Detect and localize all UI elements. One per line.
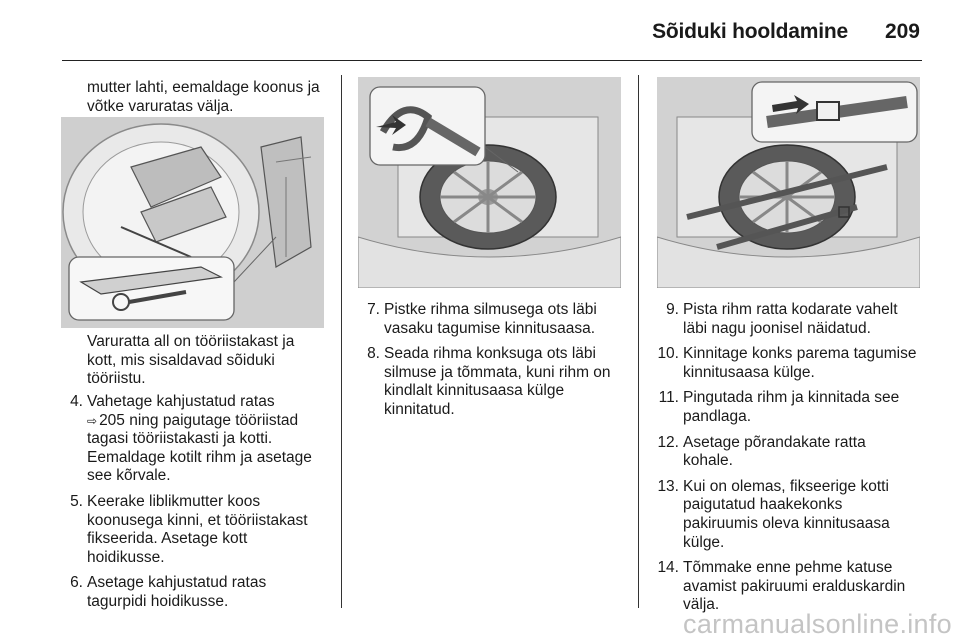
step-14: [653, 559, 943, 615]
step-line: Kui on olemas, fikseerige kotti: [683, 477, 889, 495]
step-7: [358, 301, 638, 338]
step-line: tagasi tööriistakasti ja kotti.: [87, 430, 273, 448]
step-line: Vahetage kahjustatud ratas: [87, 393, 275, 410]
step-line: kinnitatud.: [384, 400, 455, 418]
step-number: 6.: [70, 574, 83, 592]
step-line: külge.: [683, 533, 725, 551]
step-number: 5.: [70, 492, 83, 510]
step-line: see kõrvale.: [87, 467, 171, 485]
step-line: Pistke rihma silmusega ots läbi: [384, 301, 597, 318]
step-line: läbi nagu joonisel näidatud.: [683, 319, 871, 337]
column-1-steps: [61, 393, 341, 619]
step-line: kohale.: [683, 452, 733, 470]
step-line: Seada rihma konksuga ots läbi: [384, 345, 596, 363]
step-8: [358, 345, 638, 419]
step-line: Pista rihm ratta kodarate vahelt: [683, 301, 898, 318]
step-line: välja.: [683, 596, 720, 614]
step-number: 14.: [657, 559, 679, 577]
step-number: 9.: [666, 301, 679, 318]
step-13: [653, 478, 943, 552]
step-line: Keerake liblikmutter koos: [87, 492, 261, 510]
step-line: pakiruumis oleva kinnitusaasa: [683, 514, 890, 532]
column-divider-1: [341, 75, 342, 608]
column-2-steps: [358, 301, 638, 427]
step-line: Kinnitage konks parema tagumise: [683, 345, 917, 363]
step-10: [653, 345, 943, 382]
step-line: kindlalt kinnitusaasa külge: [384, 382, 565, 400]
step-11: [653, 389, 943, 426]
step-line: vasaku tagumise kinnitusaasa.: [384, 319, 596, 337]
step-line: kinnitusaasa külge.: [683, 363, 815, 381]
step-line: silmuse ja tõmmata, kuni rihm on: [384, 363, 611, 381]
step-number: 10.: [657, 345, 679, 363]
column-divider-2: [638, 75, 639, 608]
step-line-with-ref: ⇨ 205 ning paigutage tööriistad: [87, 411, 299, 429]
caption-line: Varuratta all on tööriistakast ja: [87, 333, 295, 350]
step-line: paigutatud haakekonks: [683, 496, 843, 514]
step-number: 12.: [657, 433, 679, 451]
step-number: 13.: [657, 477, 679, 495]
step-line: Asetage põrandakate ratta: [683, 433, 866, 451]
step-line: fikseerida. Asetage kott: [87, 530, 248, 548]
step-line: Tõmmake enne pehme katuse: [683, 559, 893, 577]
step-5: [61, 493, 341, 567]
step-line: tagurpidi hoidikusse.: [87, 592, 229, 610]
step-4: [61, 393, 341, 486]
page-title: Sõiduki hooldamine: [652, 20, 848, 43]
step-line: Eemaldage kotilt rihm ja asetage: [87, 448, 312, 466]
page-number: 209: [884, 20, 920, 43]
step-number: 8.: [367, 345, 380, 363]
intro-line: võtke varuratas välja.: [87, 97, 234, 115]
figure-strap-loop-illustration: [358, 77, 621, 288]
figure-strap-buckle-illustration: [657, 77, 920, 288]
step-line: hoidikusse.: [87, 548, 165, 566]
step-9: [653, 301, 943, 338]
intro-line: mutter lahti, eemaldage koonus ja: [87, 79, 320, 96]
step-line: avamist pakiruumi eralduskardin: [683, 577, 906, 595]
page-header: [0, 0, 960, 62]
column-1-intro: [87, 79, 337, 116]
column-3-steps: [653, 301, 943, 622]
column-1-caption: [87, 333, 337, 389]
step-line: Asetage kahjustatud ratas: [87, 574, 267, 592]
step-number: 7.: [367, 301, 380, 318]
figure-tool-box-illustration: [61, 117, 324, 328]
header-divider: [62, 60, 922, 61]
step-6: [61, 574, 341, 611]
page-reference-arrow-icon: ⇨: [87, 413, 98, 428]
step-number: 11.: [658, 389, 679, 407]
site-watermark: carmanualsonline.info: [683, 609, 952, 639]
step-12: [653, 434, 943, 471]
step-line: Pingutada rihm ja kinnitada see: [683, 389, 900, 407]
step-line: pandlaga.: [683, 407, 752, 425]
step-number: 4.: [70, 393, 83, 410]
step-line: koonusega kinni, et tööriistakast: [87, 511, 308, 529]
caption-line: kott, mis sisaldavad sõiduki: [87, 351, 275, 369]
caption-line: tööriistu.: [87, 370, 146, 388]
